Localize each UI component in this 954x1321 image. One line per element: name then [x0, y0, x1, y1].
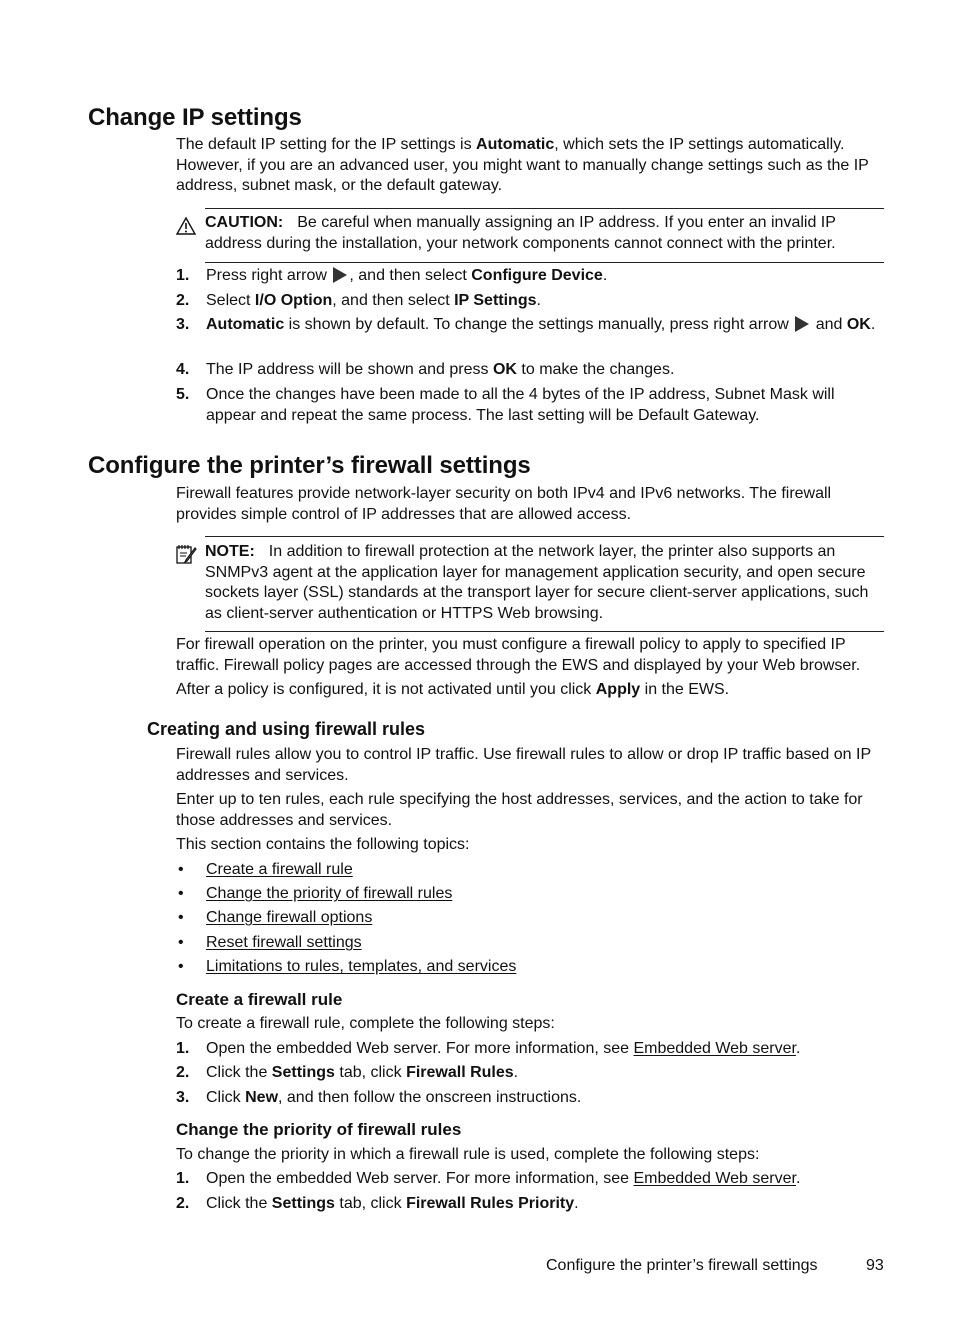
paragraph-priority-intro: To change the priority in which a firewall rule is used, complete the following steps: [176, 1146, 760, 1163]
note-box: NOTE: In addition to firewall protection at the network layer, the printer also supports an SNMPv3 agent at the application layer for management application security, and open secure sockets layer (SSL) standards at the transport layer for secure client-server applications, such as client-server authentication or HTTPS Web browsing. [205, 543, 869, 622]
step-number: 3. [176, 1089, 190, 1106]
step-2: Select I/O Option, and then select IP Settings. [206, 292, 541, 309]
paragraph-rules-2: Enter up to ten rules, each rule specifying the host addresses, services, and the action to take for those addresses and services. [176, 791, 863, 829]
step-number: 1. [176, 267, 190, 284]
right-arrow-icon [333, 267, 347, 283]
step-number: 1. [176, 1040, 190, 1057]
heading-change-priority: Change the priority of firewall rules [176, 1120, 462, 1139]
step-number: 2. [176, 292, 190, 309]
footer-section-name: Configure the printer’s firewall settings [546, 1257, 818, 1274]
step-1: Press right arrow , and then select Configure Device. [206, 267, 608, 284]
step-number: 5. [176, 386, 190, 403]
paragraph-firewall-policy: For firewall operation on the printer, you must configure a firewall policy to apply to specified IP traffic. Firewall policy pages are accessed through the EWS and displayed by your Web browser. [176, 636, 861, 674]
section-title-firewall: Configure the printer’s firewall settings [88, 452, 531, 479]
step-3: Automatic is shown by default. To change the settings manually, press right arrow and OK. [206, 316, 876, 333]
section-title-change-ip: Change IP settings [88, 104, 302, 131]
priority-step-2: Click the Settings tab, click Firewall Rules Priority. [206, 1195, 579, 1212]
caution-bottom-divider [205, 262, 884, 263]
paragraph-create-rule-intro: To create a firewall rule, complete the following steps: [176, 1015, 555, 1032]
paragraph-rules-1: Firewall rules allow you to control IP traffic. Use firewall rules to allow or drop IP traffic based on IP addresses and services. [176, 746, 871, 784]
note-bottom-divider [205, 631, 884, 632]
paragraph-rules-3: This section contains the following topics: [176, 836, 470, 853]
bullet-icon: • [178, 909, 184, 926]
link-reset-settings[interactable]: Reset firewall settings [206, 934, 362, 951]
note-pad-icon [175, 543, 197, 565]
create-step-2: Click the Settings tab, click Firewall Rules. [206, 1064, 519, 1081]
caution-top-divider [205, 208, 884, 209]
bullet-icon: • [178, 861, 184, 878]
priority-step-1: Open the embedded Web server. For more information, see Embedded Web server. [206, 1170, 801, 1187]
link-change-options[interactable]: Change firewall options [206, 909, 373, 926]
link-create-firewall-rule[interactable]: Create a firewall rule [206, 861, 353, 878]
step-number: 1. [176, 1170, 190, 1187]
bullet-icon: • [178, 885, 184, 902]
step-5: Once the changes have been made to all the 4 bytes of the IP address, Subnet Mask will appear and repeat the same process. The last setting will be Default Gateway. [206, 386, 835, 424]
paragraph-firewall-intro: Firewall features provide network-layer security on both IPv4 and IPv6 networks. The firewall provides simple control of IP addresses that are allowed access. [176, 485, 832, 523]
bullet-icon: • [178, 958, 184, 975]
paragraph-ip-intro: The default IP setting for the IP settings is Automatic, which sets the IP settings automatically. However, if you are an advanced user, you might want to manually change settings such as the IP address, subnet mask, or the default gateway. [176, 136, 869, 194]
step-number: 4. [176, 361, 190, 378]
link-limitations[interactable]: Limitations to rules, templates, and services [206, 958, 517, 975]
step-4: The IP address will be shown and press OK to make the changes. [206, 361, 675, 378]
subsection-title-rules: Creating and using firewall rules [147, 719, 426, 739]
step-number: 3. [176, 316, 190, 333]
link-embedded-web-server[interactable]: Embedded Web server [633, 1040, 796, 1057]
step-number: 2. [176, 1195, 190, 1212]
caution-note: CAUTION: Be careful when manually assigning an IP address. If you enter an invalid IP address during the installation, your network components cannot connect with the printer. [205, 214, 836, 252]
right-arrow-icon [795, 316, 809, 332]
link-embedded-web-server[interactable]: Embedded Web server [633, 1170, 796, 1187]
page-number: 93 [866, 1257, 884, 1274]
heading-create-rule: Create a firewall rule [176, 990, 343, 1009]
link-change-priority[interactable]: Change the priority of firewall rules [206, 885, 453, 902]
warning-triangle-icon [176, 217, 196, 235]
note-top-divider [205, 536, 884, 537]
paragraph-policy-activation: After a policy is configured, it is not activated until you click Apply in the EWS. [176, 681, 730, 698]
step-number: 2. [176, 1064, 190, 1081]
bullet-icon: • [178, 934, 184, 951]
create-step-3: Click New, and then follow the onscreen instructions. [206, 1089, 582, 1106]
create-step-1: Open the embedded Web server. For more information, see Embedded Web server. [206, 1040, 801, 1057]
